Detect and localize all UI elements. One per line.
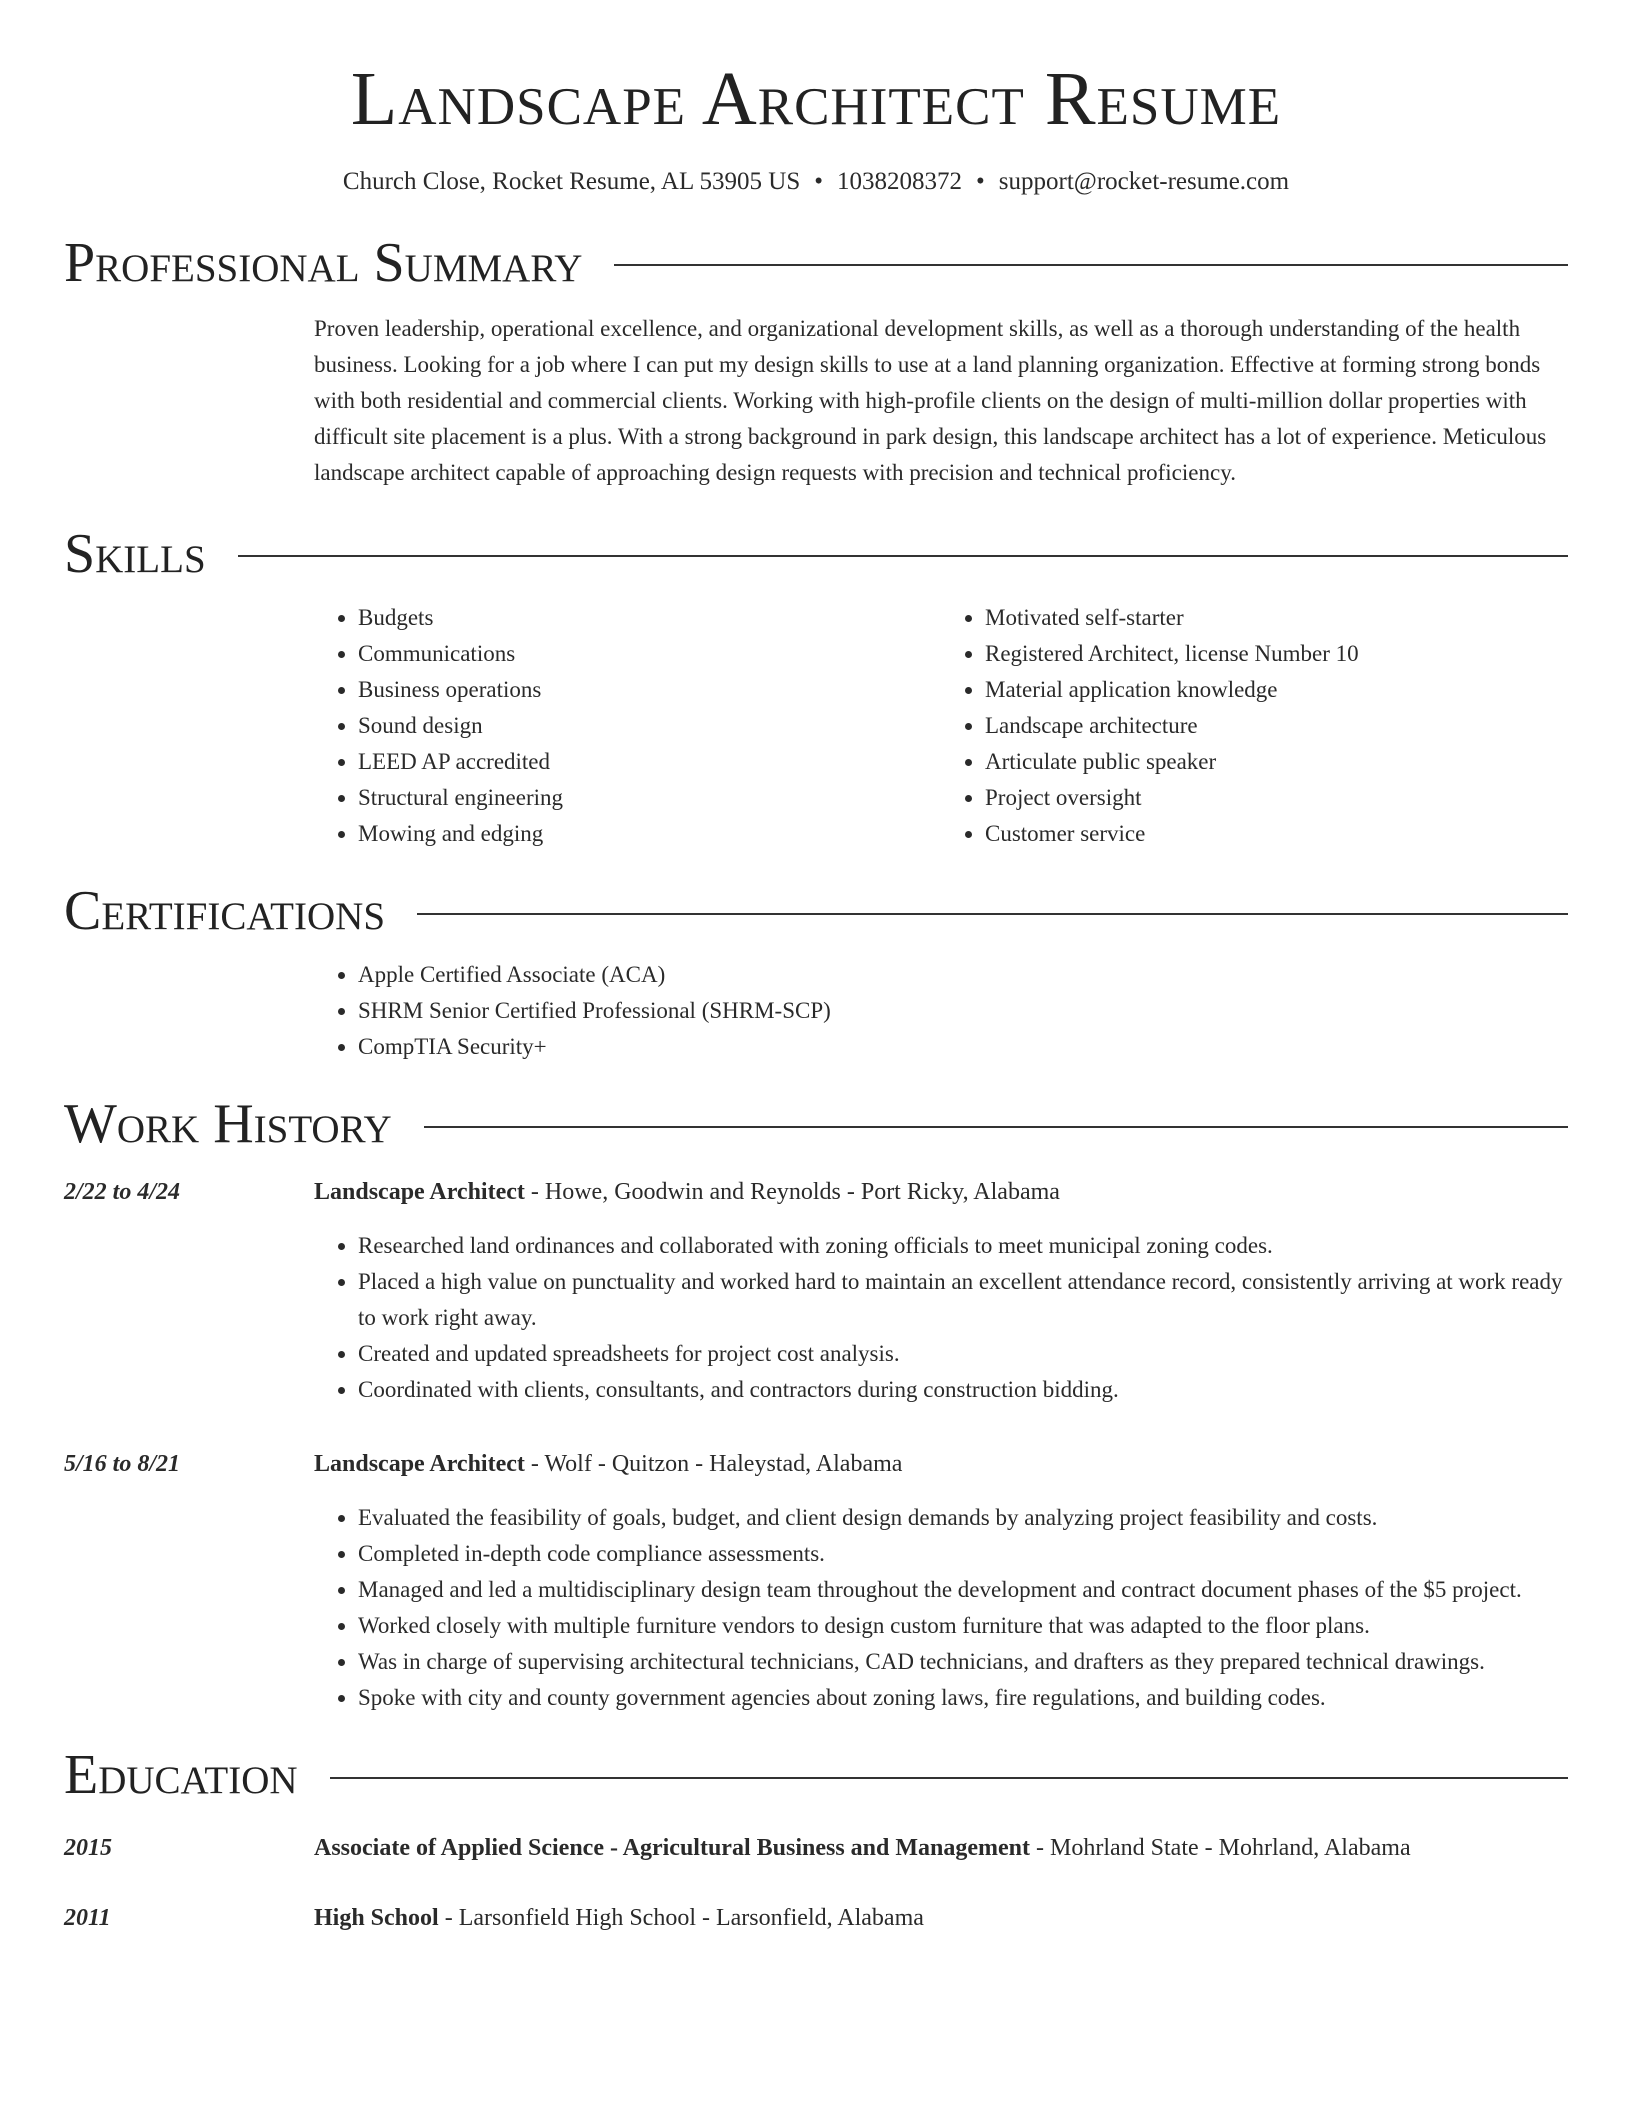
job-entry [64,1446,1568,1716]
job-employer: - Howe, Goodwin and Reynolds - Port Ricky, Alabama [524,1179,1060,1206]
job-entry [64,1174,1568,1408]
contact-phone: 1038208372 [837,167,963,195]
job-bullets [314,1228,1568,1408]
certification-item: • CompTIA Security+ [358,1029,1568,1065]
job-title: Landscape Architect [314,1451,525,1478]
contact-separator: • [814,167,824,195]
education-year: 2015 [64,1834,112,1861]
work-history-section-header [64,1091,1568,1158]
section-title: Work History [64,1093,392,1156]
skill-item: • Sound design [358,708,941,744]
certifications-list [314,957,1568,1065]
section-title: Education [64,1744,298,1807]
resume-title: Landscape Architect Resume [350,57,1282,141]
education-school: - Larsonfield High School - Larsonfield, Alabama [438,1904,924,1931]
skill-item: • Structural engineering [358,780,941,816]
section-title: Certifications [64,879,386,942]
contact-email: support@rocket-resume.com [998,167,1290,195]
job-heading [314,1174,1568,1210]
contact-address: Church Close, Rocket Resume, AL 53905 US [342,167,801,195]
summary-section-header [64,230,1568,297]
education-degree: High School [314,1904,439,1931]
summary-text: Proven leadership, operational excellence, and organizational development skills, as well as a thorough understanding of the health business. Looking for a job where I can put my design skills to use at a land planning organization. Effective at forming strong bonds with both residential and commercial clients. Working with high-profile clients on the design of multi-million dollar properties with difficult site placement is a plus. With a strong background in park design, this landscape architect has a lot of experience. Meticulous landscape architect capable of approaching design requests with precision and technical proficiency. [314,315,1547,485]
section-title: Skills [64,522,206,585]
resume-page [64,0,1568,1936]
job-dates: 5/16 to 8/21 [64,1451,181,1478]
skill-item: • Articulate public speaker [985,744,1568,780]
education-school: - Mohrland State - Mohrland, Alabama [1030,1834,1411,1861]
job-bullet: • Evaluated the feasibility of goals, budget, and client design demands by analyzing project feasibility and costs. [358,1500,1568,1536]
job-bullet: • Researched land ordinances and collaborated with zoning officials to meet municipal zoning codes. [358,1228,1568,1264]
skill-item: • Customer service [985,816,1568,852]
skill-item: • Project oversight [985,780,1568,816]
job-bullets [314,1500,1568,1716]
job-title: Landscape Architect [314,1179,525,1206]
certification-item: • SHRM Senior Certified Professional (SHRM-SCP) [358,993,1568,1029]
education-degree: Associate of Applied Science - Agricultural Business and Management [314,1834,1031,1861]
contact-separator: • [976,167,985,195]
certifications-section-header [64,878,1568,945]
skill-item: • Motivated self-starter [985,600,1568,636]
section-title: Professional Summary [64,231,583,294]
job-bullet: • Completed in-depth code compliance assessments. [358,1536,1568,1572]
skill-item: • Landscape architecture [985,708,1568,744]
section-divider [424,1126,1568,1128]
skill-item: • Material application knowledge [985,672,1568,708]
job-bullet: • Spoke with city and county government agencies about zoning laws, fire regulations, and building codes. [358,1680,1568,1716]
skills-list-left [314,600,941,852]
certifications-block [314,957,1568,1065]
education-section-header [64,1742,1568,1809]
job-bullet: • Coordinated with clients, consultants, and contractors during construction bidding. [358,1372,1568,1408]
job-dates: 2/22 to 4/24 [64,1179,181,1206]
job-bullet: • Worked closely with multiple furniture vendors to design custom furniture that was adapted to the floor plans. [358,1608,1568,1644]
skills-section-header [64,521,1568,588]
section-divider [238,555,1568,557]
skill-item: • Communications [358,636,941,672]
skill-item: • Budgets [358,600,941,636]
skills-list-right [941,600,1568,852]
education-entry [64,1830,1568,1866]
section-divider [417,913,1568,915]
skill-item: • Mowing and edging [358,816,941,852]
certification-item: • Apple Certified Associate (ACA) [358,957,1568,993]
skills-block [314,600,1568,852]
education-entry [64,1900,1568,1936]
job-bullet: • Was in charge of supervising architectural technicians, CAD technicians, and drafters as they prepared technical drawings. [358,1644,1568,1680]
section-divider [330,1777,1568,1779]
section-divider [614,264,1568,266]
job-heading [314,1446,1568,1482]
skill-item: • Registered Architect, license Number 10 [985,636,1568,672]
job-bullet: • Created and updated spreadsheets for project cost analysis. [358,1336,1568,1372]
education-year: 2011 [64,1904,111,1931]
skill-item: • LEED AP accredited [358,744,941,780]
job-employer: - Wolf - Quitzon - Haleystad, Alabama [524,1451,903,1478]
job-bullet: • Placed a high value on punctuality and worked hard to maintain an excellent attendance record, consistently arriving at work ready to work right away. [358,1264,1568,1336]
contact-line [64,168,1568,196]
job-bullet: • Managed and led a multidisciplinary design team throughout the development and contract document phases of the $5 project. [358,1572,1568,1608]
skill-item: • Business operations [358,672,941,708]
